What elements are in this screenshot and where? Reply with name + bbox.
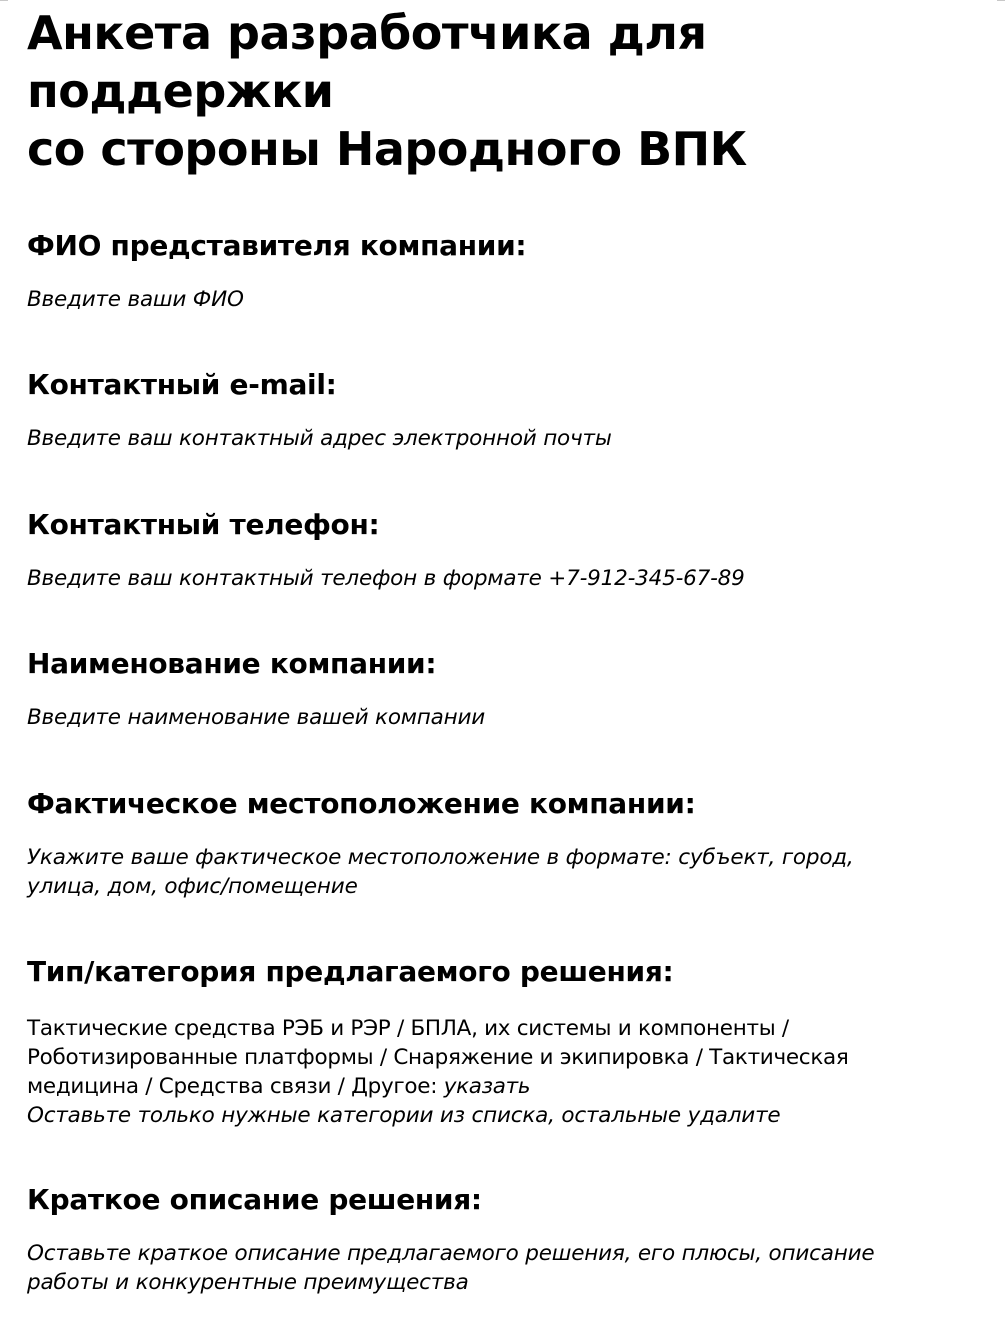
- field-hint-line: Введите ваш контактный адрес электронной почты: [27, 426, 612, 451]
- form-title-line: со стороны Народного ВПК: [27, 122, 747, 176]
- form-title: [27, 4, 977, 178]
- field-hint-line: Введите ваши ФИО: [27, 287, 244, 312]
- page-corner-mark-left: [0, 0, 8, 5]
- field-email: [27, 367, 977, 453]
- form-title-line: поддержки: [27, 64, 334, 118]
- category-options-line: Тактические средства РЭБ и РЭР / БПЛА, их системы и компоненты /: [27, 1016, 789, 1041]
- field-full-name: [27, 228, 977, 314]
- email-input[interactable]: [27, 424, 977, 453]
- field-hint-line: Оставьте краткое описание предлагаемого решения, его плюсы, описание: [27, 1241, 875, 1266]
- field-label: Краткое описание решения:: [27, 1183, 482, 1216]
- field-label: ФИО представителя компании:: [27, 229, 527, 262]
- field-label: Контактный e-mail:: [27, 368, 337, 401]
- category-options-line: [27, 1072, 977, 1101]
- form-title-line: Анкета разработчика для: [27, 6, 707, 60]
- field-company-name: [27, 646, 977, 732]
- company-name-input[interactable]: [27, 703, 977, 732]
- category-options-line: Роботизированные платформы / Снаряжение и экипировка / Тактическая: [27, 1045, 849, 1070]
- field-label: Тип/категория предлагаемого решения:: [27, 955, 674, 988]
- field-solution-category: [27, 954, 977, 1130]
- field-hint-line: работы и конкурентные преимущества: [27, 1270, 469, 1295]
- solution-description-input[interactable]: [27, 1239, 977, 1297]
- field-label: Фактическое местоположение компании:: [27, 787, 696, 820]
- field-hint-line: улица, дом, офис/помещение: [27, 874, 358, 899]
- field-phone: [27, 507, 977, 593]
- solution-category-hint: [27, 1101, 977, 1130]
- field-solution-description: [27, 1182, 977, 1297]
- other-category-placeholder[interactable]: указать: [443, 1074, 531, 1099]
- solution-category-options[interactable]: [27, 1014, 977, 1101]
- phone-input[interactable]: [27, 564, 977, 593]
- field-hint-line: Введите ваш контактный телефон в формате +7-912-345-67-89: [27, 566, 745, 591]
- company-location-input[interactable]: [27, 843, 977, 901]
- field-hint-line: Введите наименование вашей компании: [27, 705, 486, 730]
- field-hint-line: Оставьте только нужные категории из списка, остальные удалите: [27, 1103, 781, 1128]
- page-corner-mark-right: [997, 0, 1005, 5]
- full-name-input[interactable]: [27, 285, 977, 314]
- field-hint-line: Укажите ваше фактическое местоположение в формате: субъект, город,: [27, 845, 854, 870]
- field-label: Наименование компании:: [27, 647, 437, 680]
- field-company-location: [27, 786, 977, 901]
- field-label: Контактный телефон:: [27, 508, 380, 541]
- category-options-line-text: медицина / Средства связи / Другое:: [27, 1074, 444, 1099]
